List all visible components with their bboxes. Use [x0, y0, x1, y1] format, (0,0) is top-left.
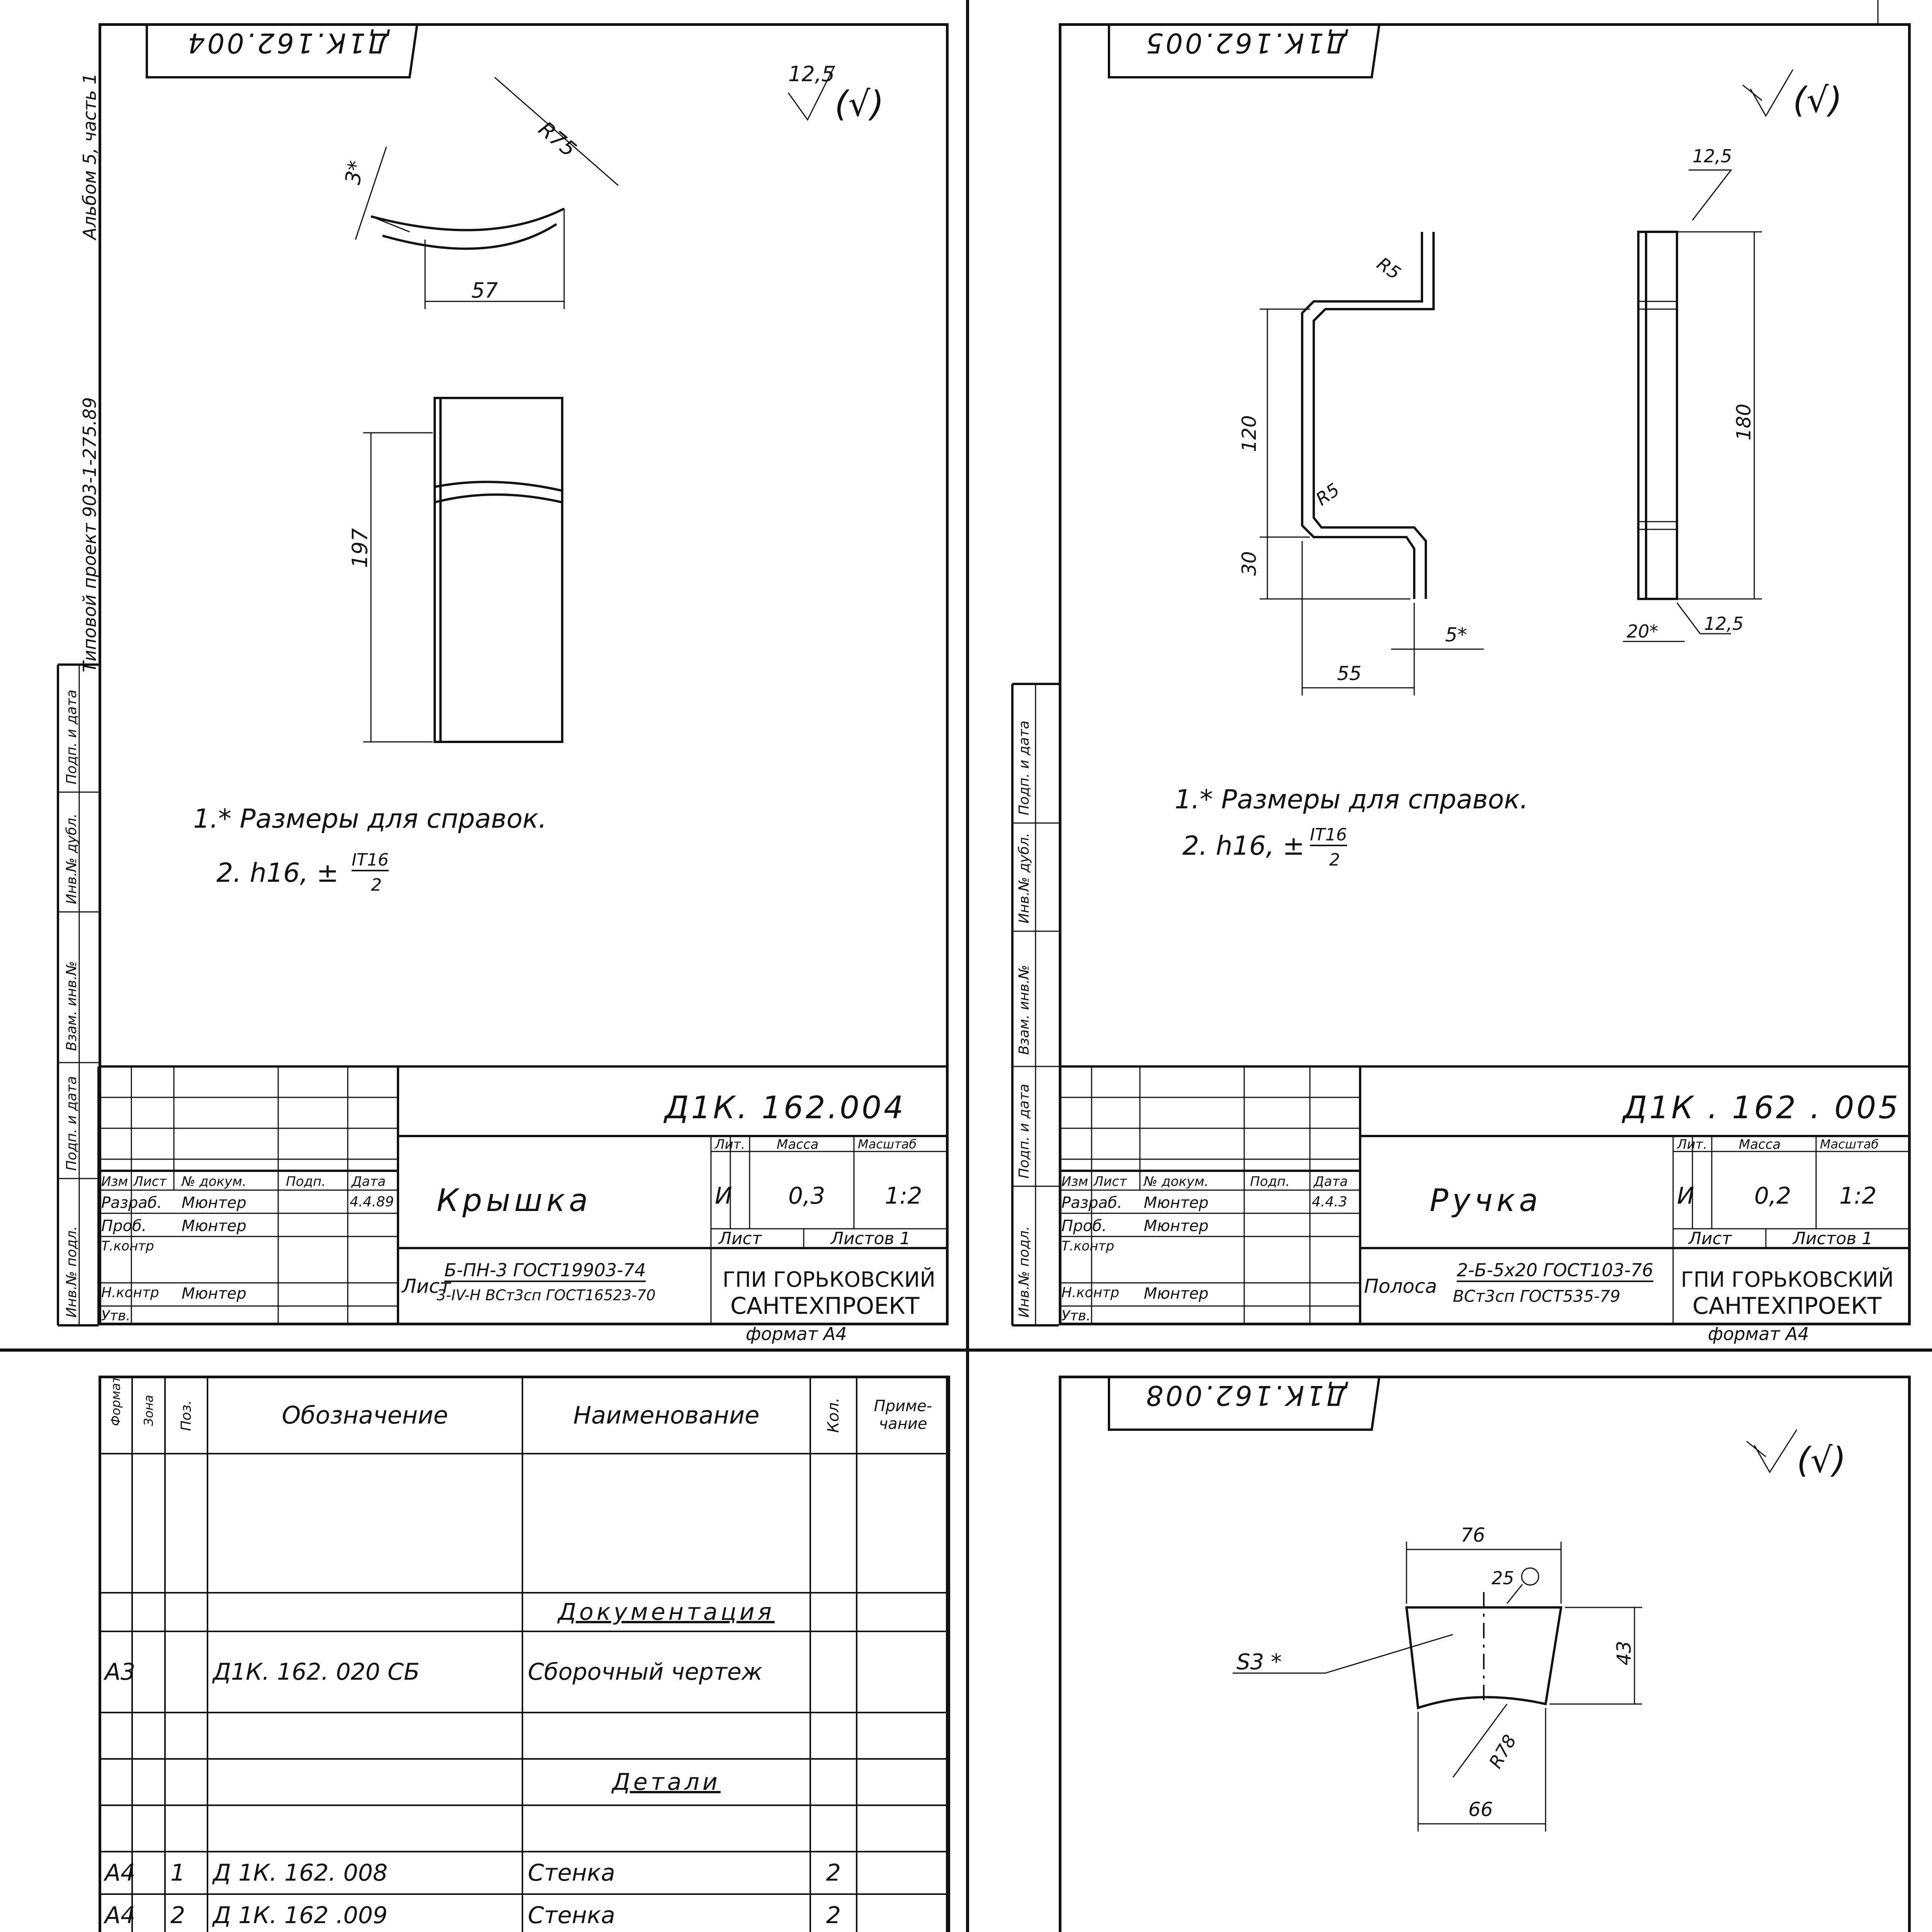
spec-cell: Стенка [522, 1894, 810, 1932]
dim-55: 55 [1337, 662, 1362, 685]
dim-66: 66 [1468, 1798, 1493, 1821]
side-col-005-3: Взам. инв.№ [1016, 965, 1032, 1055]
stamp-razrab-004: Разраб. [101, 1194, 162, 1212]
stamp-person2-004: Мюнтер [182, 1217, 247, 1235]
stamp-nkontr-004: Н.контр [101, 1285, 159, 1301]
massa-header-004: Масса [777, 1137, 819, 1152]
stamp-utv-004: Утв. [101, 1308, 131, 1324]
spec-cell: Детали [522, 1759, 810, 1805]
material-prefix-005: Полоса [1364, 1275, 1437, 1298]
material-top-004: Б-ПН-3 ГОСТ19903-74 [444, 1260, 646, 1282]
side-col-005-5: Подп. и дата [1016, 720, 1032, 815]
stamp-sign-004: Подп. [286, 1174, 326, 1189]
stamp-person2-005: Мюнтер [1144, 1217, 1209, 1235]
side-col-004-5: Подп. и дата [64, 689, 80, 784]
note-2-den-005: 2 [1329, 850, 1340, 870]
mirrored-code-005: Д1К.162.005 [1144, 27, 1347, 59]
stamp-list-005: Лист [1094, 1174, 1127, 1189]
note-1-004: 1.* Размеры для справок. [193, 804, 547, 834]
name-005: Ручка [1430, 1182, 1542, 1218]
note-2-den-004: 2 [371, 875, 382, 895]
dim-180: 180 [1733, 403, 1755, 440]
mirrored-code-008: Д1К.162.008 [1144, 1379, 1347, 1411]
lit-val-005: И [1677, 1182, 1694, 1209]
dim-r5-bot: R5 [1312, 479, 1344, 510]
stamp-izm-004: Изм [101, 1174, 128, 1189]
dim-43: 43 [1613, 1641, 1635, 1665]
spec-col-note: Приме-чание [857, 1376, 949, 1454]
stamp-tkontr-005: Т.контр [1061, 1238, 1114, 1254]
org2-005: САНТЕХПРОЕКТ [1692, 1293, 1882, 1320]
material-prefix-004: Лист [402, 1275, 451, 1298]
stamp-list-004: Лист [133, 1174, 167, 1189]
lit-header-005: Лит. [1677, 1137, 1708, 1152]
stamp-date-val-004: 4.4.89 [350, 1194, 394, 1210]
stamp-utv-005: Утв. [1061, 1308, 1091, 1324]
dim-197: 197 [348, 528, 372, 568]
mass-val-005: 0,2 [1754, 1182, 1791, 1209]
spec-cell: Д1К. 162. 020 СБ [207, 1631, 522, 1713]
stamp-izm-005: Изм [1061, 1174, 1088, 1189]
spec-col-zone: Зона [132, 1376, 165, 1454]
dim-20star: 20* [1627, 621, 1658, 642]
stamp-prov-004: Проб. [101, 1217, 147, 1235]
mirrored-code-004: Д1К.162.004 [185, 27, 389, 59]
note-2-num-004: IT16 [352, 850, 389, 871]
spec-col-designation: Обозначение [207, 1376, 522, 1454]
spec-col-qty: Кол. [810, 1376, 857, 1454]
note-2-005: 2. h16, ± [1182, 831, 1305, 861]
dim-25: 25 [1492, 1568, 1514, 1588]
code-005: Д1К . 162 . 005 [1623, 1090, 1901, 1126]
stamp-person1-005: Мюнтер [1144, 1194, 1209, 1212]
side-col-004-1: Инв.№ подл. [64, 1226, 80, 1318]
spec-cell: А3 [99, 1631, 132, 1713]
org1-004: ГПИ ГОРЬКОВСКИЙ [723, 1267, 935, 1292]
side-col-004-3: Взам. инв.№ [64, 961, 80, 1051]
spec-cell: 2 [810, 1852, 857, 1894]
dim-r78: R78 [1485, 1731, 1520, 1772]
scale-val-004: 1:2 [885, 1182, 922, 1209]
note-2-num-005: IT16 [1310, 825, 1347, 846]
sheets-label-004: Листов 1 [831, 1229, 911, 1248]
lit-val-004: И [715, 1182, 732, 1209]
org2-004: САНТЕХПРОЕКТ [730, 1293, 920, 1320]
album-label: Альбом 5, часть 1 [79, 73, 100, 240]
dim-r75: R75 [534, 116, 581, 162]
dim-r5-top: R5 [1373, 253, 1405, 284]
name-004: Крышка [437, 1182, 592, 1218]
spec-cell: Д 1К. 162. 008 [207, 1852, 522, 1894]
scale-val-005: 1:2 [1839, 1182, 1877, 1209]
dim-76: 76 [1461, 1524, 1485, 1546]
stamp-prov-005: Проб. [1061, 1217, 1107, 1235]
spec-cell: Сборочный чертеж [522, 1631, 810, 1713]
org1-005: ГПИ ГОРЬКОВСКИЙ [1681, 1267, 1894, 1292]
side-col-005-1: Инв.№ подл. [1016, 1226, 1032, 1318]
spec-cell: Стенка [522, 1852, 810, 1894]
side-col-004-2: Подп. и дата [64, 1076, 80, 1171]
sheet-label-004: Лист [719, 1229, 762, 1248]
dim-12-5-bot: 12,5 [1704, 613, 1744, 634]
format-004: формат А4 [746, 1323, 847, 1344]
roughness-check-005: (√) [1793, 80, 1842, 121]
stamp-person1-004: Мюнтер [182, 1194, 247, 1212]
project-label: Типовой проект 903-1-275.89 [79, 397, 100, 672]
stamp-doc-005: № докум. [1144, 1174, 1209, 1189]
side-col-004-4: Инв.№ дубл. [64, 813, 80, 904]
stamp-nkontr-005: Н.контр [1061, 1285, 1119, 1301]
dim-30: 30 [1238, 551, 1260, 576]
spec-cell: Д 1К. 162 .009 [207, 1894, 522, 1932]
sheet-label-005: Лист [1689, 1229, 1732, 1248]
dim-s3: S3 * [1236, 1650, 1282, 1675]
stamp-person3-004: Мюнтер [182, 1285, 247, 1303]
stamp-date-val-005: 4.4.3 [1312, 1194, 1347, 1210]
spec-col-pos: Поз. [165, 1376, 207, 1454]
dim-57: 57 [471, 278, 498, 303]
stamp-doc-004: № докум. [182, 1174, 247, 1189]
stamp-tkontr-004: Т.контр [101, 1238, 154, 1254]
side-col-005-2: Подп. и дата [1016, 1083, 1032, 1179]
spec-cell: 1 [165, 1852, 207, 1894]
roughness-check-004: (√) [835, 84, 884, 124]
note-1-005: 1.* Размеры для справок. [1175, 784, 1528, 815]
material-bottom-005: ВСт3сп ГОСТ535-79 [1453, 1287, 1621, 1306]
spec-cell: А4 [99, 1894, 132, 1932]
format-005: формат А4 [1708, 1323, 1809, 1344]
note-2-004: 2. h16, ± [216, 858, 339, 888]
spec-cell: 2 [810, 1894, 857, 1932]
spec-cell: А4 [99, 1852, 132, 1894]
dim-120: 120 [1238, 415, 1260, 452]
masshtab-header-004: Масштаб [858, 1137, 917, 1151]
mass-val-004: 0,3 [788, 1182, 825, 1209]
sheets-label-005: Листов 1 [1793, 1229, 1873, 1248]
stamp-razrab-005: Разраб. [1061, 1194, 1122, 1212]
stamp-sign-005: Подп. [1250, 1174, 1290, 1189]
masshtab-header-005: Масштаб [1820, 1137, 1879, 1151]
roughness-check-008: (√) [1797, 1440, 1846, 1481]
stamp-date-005: Дата [1314, 1174, 1348, 1189]
spec-col-name: Наименование [522, 1376, 810, 1454]
dim-3star: 3* [340, 158, 369, 187]
material-bottom-004: 3-IV-Н ВСт3сп ГОСТ16523-70 [437, 1287, 656, 1304]
dim-12-5-top: 12,5 [1692, 146, 1732, 167]
stamp-person3-005: Мюнтер [1144, 1285, 1209, 1303]
dim-5star: 5* [1445, 624, 1467, 646]
stamp-date-004: Дата [352, 1174, 386, 1189]
side-col-005-4: Инв.№ дубл. [1016, 833, 1032, 923]
roughness-004: 12,5 [788, 62, 835, 86]
spec-cell: Документация [522, 1593, 810, 1631]
lit-header-004: Лит. [715, 1137, 745, 1152]
material-top-005: 2-Б-5х20 ГОСТ103-76 [1457, 1260, 1653, 1282]
spec-cell: 2 [165, 1894, 207, 1932]
spec-col-format: Формат [99, 1376, 132, 1454]
massa-header-005: Масса [1739, 1137, 1781, 1152]
code-004: Д1К. 162.004 [665, 1090, 906, 1126]
